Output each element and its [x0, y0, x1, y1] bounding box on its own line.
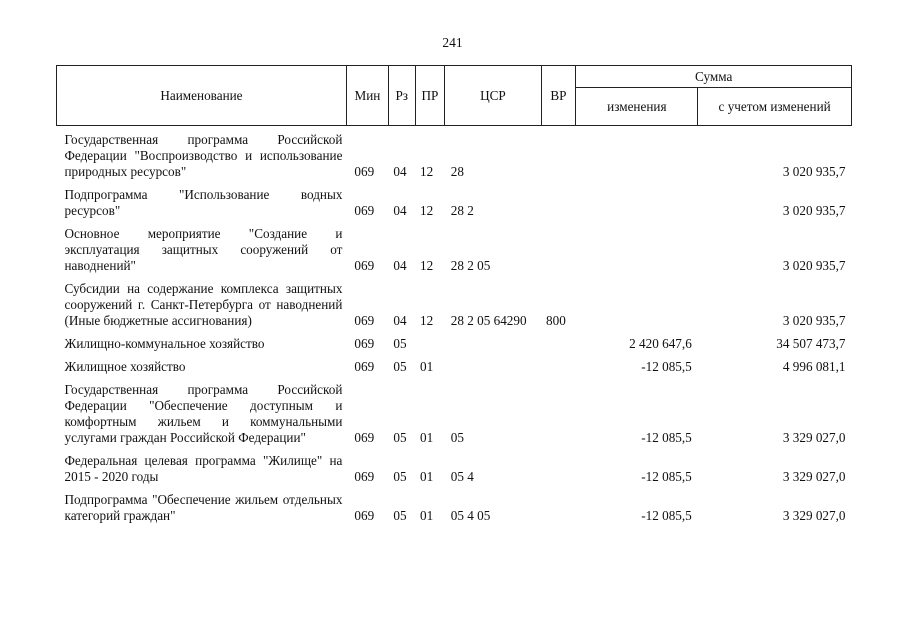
row-change: -12 085,5 [641, 469, 692, 484]
row-pr: 01 [420, 469, 434, 484]
row-vr [541, 181, 576, 220]
row-total: 3 329 027,0 [782, 469, 846, 484]
header-rz: Рз [388, 66, 415, 126]
row-name: Основное мероприятие "Создание и эксплуатация защитных сооружений от наводнений" [64, 226, 343, 273]
row-total: 3 020 935,7 [782, 313, 846, 328]
table-row [57, 181, 852, 220]
row-rz: 05 [393, 336, 407, 351]
row-total: 3 020 935,7 [782, 164, 846, 179]
table-row [57, 447, 852, 486]
header-with-change: с учетом изменений [698, 88, 852, 126]
row-total: 3 020 935,7 [782, 203, 846, 218]
row-rz: 05 [393, 508, 407, 523]
row-pr: 12 [420, 313, 434, 328]
row-vr [541, 447, 576, 486]
table-body [57, 126, 852, 526]
row-name: Жилищно-коммунальное хозяйство [64, 336, 265, 351]
row-rz: 04 [393, 203, 407, 218]
table-row [57, 486, 852, 525]
row-rz: 05 [393, 430, 407, 445]
row-csr: 05 4 05 [450, 508, 491, 523]
row-vr [541, 353, 576, 376]
row-vr [541, 376, 576, 447]
row-csr: 28 [450, 164, 464, 179]
row-min: 069 [354, 359, 375, 374]
row-rz: 05 [393, 359, 407, 374]
row-total: 3 020 935,7 [782, 258, 846, 273]
row-csr [445, 330, 541, 353]
row-min: 069 [354, 430, 375, 445]
row-change: 2 420 647,6 [629, 336, 692, 351]
row-vr [541, 486, 576, 525]
header-sum: Сумма [576, 66, 852, 88]
header-change: изменения [576, 88, 698, 126]
row-name: Федеральная целевая программа "Жилище" на 2015 - 2020 годы [64, 453, 343, 484]
row-min: 069 [354, 258, 375, 273]
row-total: 3 329 027,0 [782, 508, 846, 523]
row-rz: 04 [393, 164, 407, 179]
row-min: 069 [354, 336, 375, 351]
row-pr: 12 [420, 258, 434, 273]
row-vr: 800 [546, 313, 566, 328]
row-min: 069 [354, 469, 375, 484]
row-pr: 01 [420, 430, 434, 445]
row-name: Подпрограмма "Обеспечение жильем отдельных категорий граждан" [64, 492, 343, 523]
header-name: Наименование [57, 66, 347, 126]
header-min: Мин [346, 66, 388, 126]
row-csr: 05 4 [450, 469, 474, 484]
table-row [57, 126, 852, 182]
row-rz: 04 [393, 313, 407, 328]
row-pr: 12 [420, 164, 434, 179]
row-total: 3 329 027,0 [782, 430, 846, 445]
budget-table [56, 65, 852, 525]
table-header [57, 66, 852, 126]
row-csr: 28 2 05 [450, 258, 491, 273]
row-csr: 28 2 [450, 203, 474, 218]
row-min: 069 [354, 313, 375, 328]
row-min: 069 [354, 203, 375, 218]
table-row [57, 330, 852, 353]
row-name: Подпрограмма "Использование водных ресурсов" [64, 187, 343, 218]
row-total: 34 507 473,7 [776, 336, 846, 351]
row-change: -12 085,5 [641, 359, 692, 374]
row-pr: 01 [420, 359, 434, 374]
table-row [57, 220, 852, 275]
header-vr: ВР [541, 66, 576, 126]
row-change: -12 085,5 [641, 430, 692, 445]
row-pr: 12 [420, 203, 434, 218]
page-number: 241 [442, 35, 463, 50]
row-csr: 28 2 05 64290 [450, 313, 527, 328]
row-csr: 05 [450, 430, 464, 445]
row-name: Жилищное хозяйство [64, 359, 186, 374]
table-row [57, 275, 852, 330]
row-csr [445, 353, 541, 376]
row-change: -12 085,5 [641, 508, 692, 523]
row-change [576, 220, 698, 275]
row-min: 069 [354, 508, 375, 523]
row-change [576, 275, 698, 330]
row-name: Государственная программа Российской Федерации "Воспроизводство и использование природных ресурсов" [64, 132, 343, 179]
table-row [57, 353, 852, 376]
row-rz: 04 [393, 258, 407, 273]
row-rz: 05 [393, 469, 407, 484]
row-vr [541, 126, 576, 182]
row-name: Субсидии на содержание комплекса защитных сооружений г. Санкт-Петербурга от наводнений (Иные бюджетные ассигнования) [64, 281, 343, 328]
row-min: 069 [354, 164, 375, 179]
table-row [57, 376, 852, 447]
row-vr [541, 220, 576, 275]
row-pr: 01 [420, 508, 434, 523]
row-change [576, 126, 698, 182]
row-change [576, 181, 698, 220]
header-pr: ПР [415, 66, 445, 126]
row-pr [415, 330, 445, 353]
header-csr: ЦСР [445, 66, 541, 126]
row-name: Государственная программа Российской Федерации "Обеспечение доступным и комфортным жильем и коммунальными услугами граждан Российской Федерации" [64, 382, 343, 445]
row-total: 4 996 081,1 [782, 359, 846, 374]
row-vr [541, 330, 576, 353]
